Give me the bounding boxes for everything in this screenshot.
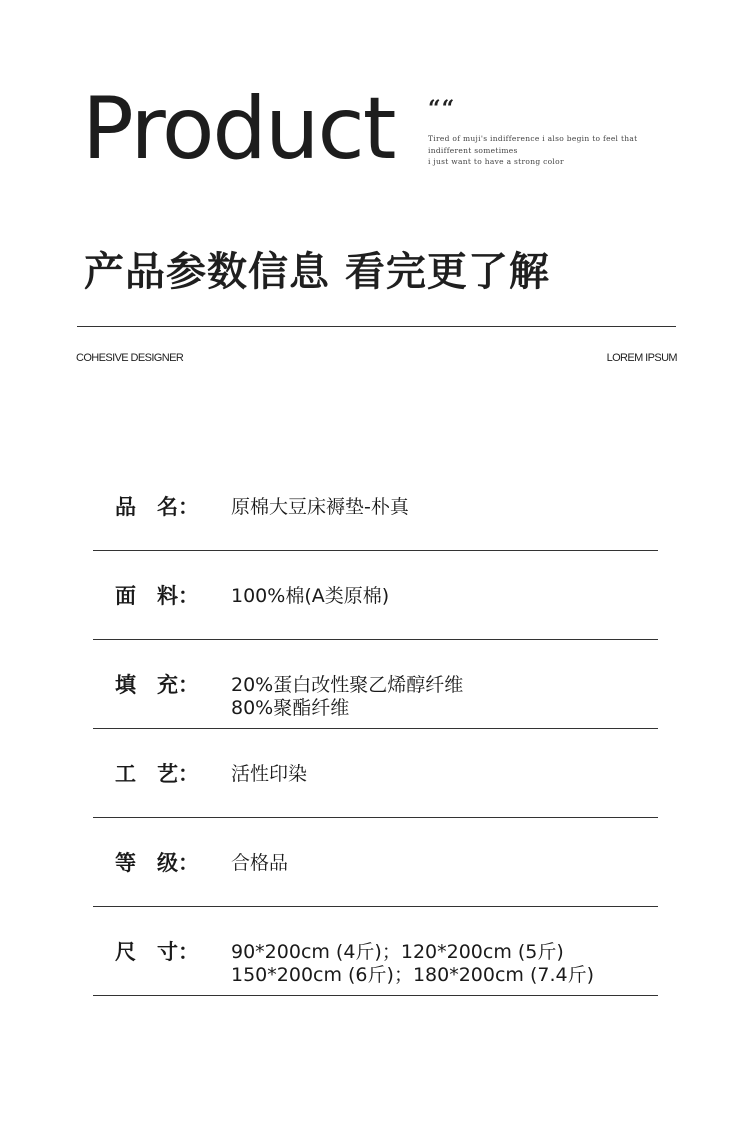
spec-value-line: 80%聚酯纤维: [231, 697, 350, 719]
spec-value: [231, 941, 594, 987]
spec-value: [231, 763, 307, 786]
spec-label: 面 料：: [115, 584, 199, 608]
tagline-line: Tired of muji's indifference i also begin to feel that: [428, 134, 638, 143]
section-subtitle: 产品参数信息 看完更了解: [84, 249, 550, 295]
caption-right: LOREM IPSUM: [606, 352, 677, 364]
spec-table: [93, 462, 658, 996]
spec-value: [231, 496, 409, 519]
spec-label: 品 名：: [115, 495, 199, 519]
tagline-line: indifferent sometimes: [428, 145, 518, 155]
spec-value-line: 100%棉(A类原棉): [231, 585, 390, 607]
spec-value-line: 90*200cm (4斤)；120*200cm (5斤): [231, 941, 564, 963]
page-title: Product: [82, 79, 395, 179]
spec-label: 填 充：: [115, 673, 199, 697]
spec-row-craft: [93, 729, 658, 818]
spec-value: [231, 674, 463, 720]
tagline: [428, 133, 637, 168]
spec-value-line: 合格品: [231, 852, 289, 874]
spec-row-size: [93, 907, 658, 996]
spec-label: 工 艺：: [115, 762, 199, 786]
spec-row-filling: [93, 640, 658, 729]
spec-label: 尺 寸：: [115, 940, 199, 964]
spec-value-line: 150*200cm (6斤)；180*200cm (7.4斤): [231, 964, 595, 986]
caption-left: COHESIVE DESIGNER: [76, 352, 184, 364]
spec-value: [231, 585, 389, 608]
spec-row-fabric: [93, 551, 658, 640]
spec-value: [231, 852, 288, 875]
spec-row-name: [93, 462, 658, 551]
spec-value-line: 20%蛋白改性聚乙烯醇纤维: [231, 674, 464, 696]
spec-label: 等 级：: [115, 851, 199, 875]
tagline-line: i just want to have a strong color: [428, 157, 564, 166]
divider: [77, 326, 676, 327]
spec-value-line: 活性印染: [231, 763, 308, 785]
quote-mark-icon: ““: [428, 96, 456, 122]
spec-row-grade: [93, 818, 658, 907]
spec-value-line: 原棉大豆床褥垫-朴真: [231, 496, 409, 518]
